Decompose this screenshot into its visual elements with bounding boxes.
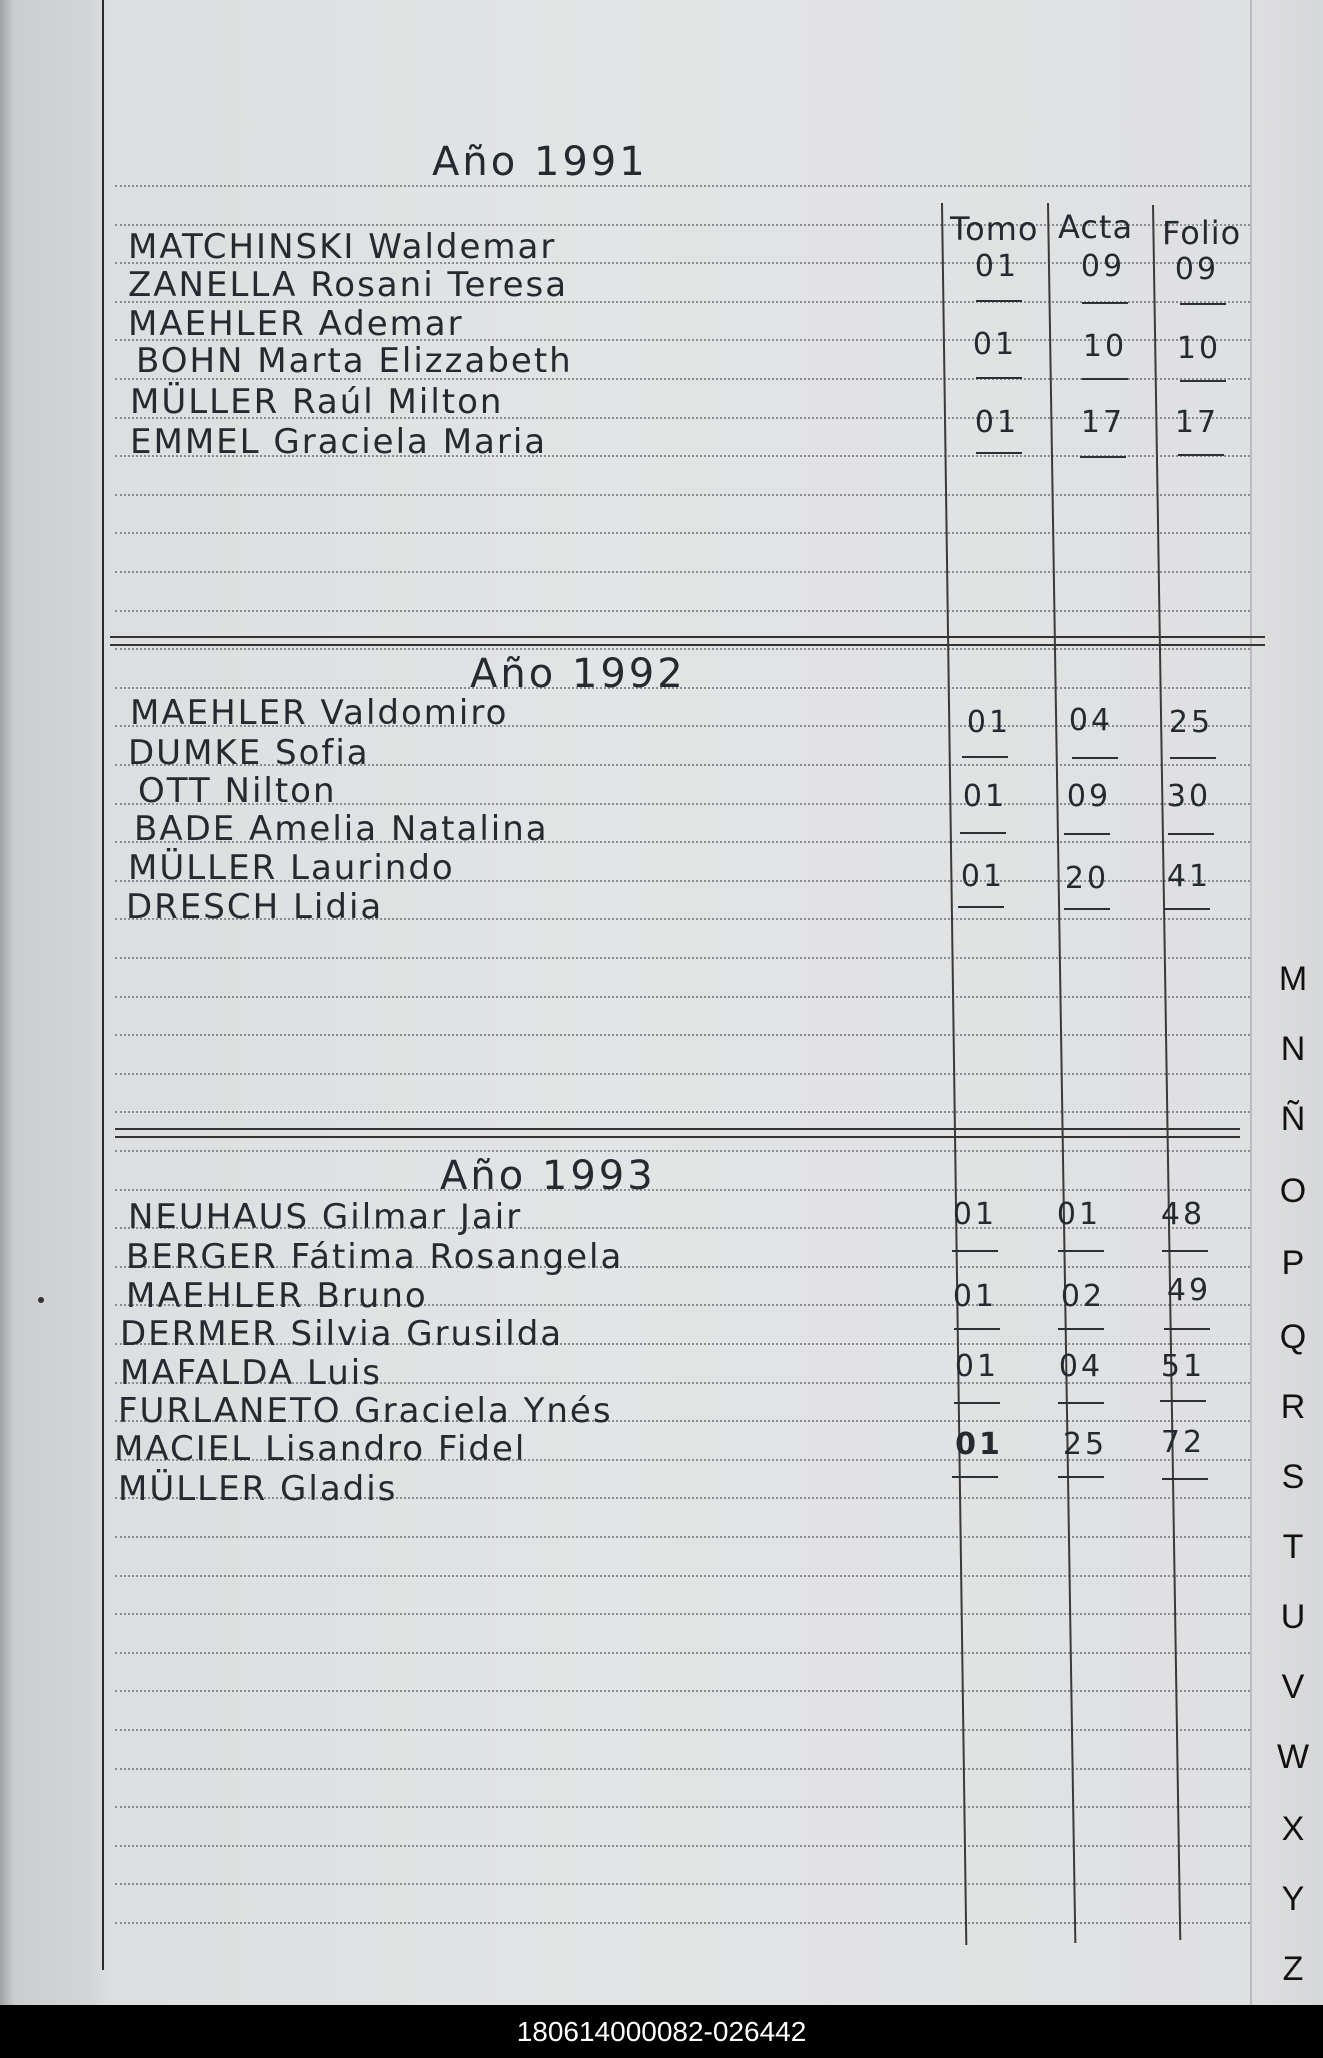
record-name: FURLANETO Graciela Ynés [118, 1391, 613, 1431]
acta-value: 02 [1060, 1279, 1106, 1314]
ruled-line [115, 1111, 1250, 1113]
tomo-value: 01 [974, 249, 1020, 284]
ruled-line [115, 1652, 1250, 1654]
ink-spot [38, 1297, 44, 1303]
ditto-dash [962, 756, 1008, 758]
folio-value: 72 [1160, 1425, 1206, 1460]
folio-value: 09 [1174, 252, 1220, 287]
tomo-value: 01 [952, 1279, 998, 1314]
index-tab[interactable]: V [1281, 1668, 1305, 1706]
ditto-dash [976, 300, 1022, 302]
folio-value: 41 [1166, 859, 1212, 894]
ditto-dash [954, 1402, 1000, 1404]
ruled-line [115, 610, 1250, 612]
ditto-dash [976, 377, 1022, 379]
ditto-dash [952, 1476, 998, 1478]
index-tab[interactable]: N [1280, 1030, 1306, 1068]
ditto-dash [1082, 378, 1128, 380]
ditto-dash [1180, 380, 1226, 382]
record-name: MATCHINSKI Waldemar [128, 227, 557, 267]
ditto-dash [1164, 1328, 1210, 1330]
binding-shadow [0, 0, 14, 2005]
record-name: DRESCH Lidia [126, 887, 384, 927]
ditto-dash [1064, 833, 1110, 835]
section-title-1993: Año 1993 [440, 1153, 656, 1199]
index-tab[interactable]: Q [1279, 1318, 1307, 1356]
index-tab[interactable]: M [1278, 960, 1308, 998]
ditto-dash [952, 1250, 998, 1252]
ruled-line [115, 957, 1250, 959]
ditto-dash [1168, 833, 1214, 835]
index-tab[interactable]: R [1280, 1388, 1306, 1426]
ditto-dash [1164, 908, 1210, 910]
folio-value: 51 [1160, 1349, 1206, 1384]
ruled-line [115, 1575, 1250, 1577]
acta-value: 04 [1058, 1349, 1104, 1384]
ditto-dash [1058, 1476, 1104, 1478]
section-title-1992: Año 1992 [470, 651, 686, 697]
ditto-dash [1072, 757, 1118, 759]
acta-value: 04 [1068, 703, 1114, 738]
folio-value: 49 [1166, 1273, 1212, 1308]
record-name: MÜLLER Laurindo [128, 848, 455, 888]
ditto-dash [1064, 908, 1110, 910]
index-tab[interactable]: Z [1282, 1950, 1304, 1988]
ditto-dash [1080, 456, 1126, 458]
record-name: OTT Nilton [138, 771, 337, 811]
folio-value: 17 [1174, 405, 1220, 440]
ruled-line [115, 1690, 1250, 1692]
ruled-line [115, 185, 1250, 187]
ditto-dash [1058, 1328, 1104, 1330]
acta-value: 20 [1064, 861, 1110, 896]
acta-value: 25 [1062, 1427, 1108, 1462]
index-tab[interactable]: X [1281, 1810, 1305, 1848]
record-name: ZANELLA Rosani Teresa [128, 265, 569, 305]
ruled-line [115, 1806, 1250, 1808]
ruled-line [115, 1613, 1250, 1615]
index-tab[interactable]: O [1279, 1172, 1307, 1210]
section-separator [115, 1128, 1240, 1138]
ruled-line [115, 1729, 1250, 1731]
index-tab[interactable]: W [1276, 1738, 1310, 1776]
record-name: DERMER Silvia Grusilda [120, 1314, 564, 1354]
ditto-dash [1162, 1478, 1208, 1480]
record-name: DUMKE Sofia [128, 733, 370, 773]
acta-value: 17 [1080, 405, 1126, 440]
ditto-dash [1178, 454, 1224, 456]
section-separator [110, 636, 1265, 646]
acta-value: 09 [1066, 779, 1112, 814]
ditto-dash [954, 1328, 1000, 1330]
column-header-tomo: Tomo [950, 210, 1039, 248]
record-name: BERGER Fátima Rosangela [126, 1237, 624, 1277]
ditto-dash [960, 832, 1006, 834]
record-name: MÜLLER Raúl Milton [130, 382, 504, 422]
acta-value: 09 [1080, 249, 1126, 284]
record-name: MACIEL Lisandro Fidel [114, 1429, 527, 1469]
scan-identifier: 180614000082-026442 [516, 2016, 807, 2047]
ruled-line [115, 1034, 1250, 1036]
record-name: EMMEL Graciela Maria [130, 422, 548, 462]
ruled-line [115, 494, 1250, 496]
column-header-folio: Folio [1162, 214, 1242, 252]
ruled-line [115, 648, 1250, 650]
tomo-value: 01 [955, 1427, 1003, 1462]
index-tab[interactable]: U [1280, 1598, 1306, 1636]
column-header-acta: Acta [1058, 208, 1134, 246]
record-name: MAEHLER Valdomiro [130, 693, 509, 733]
record-name: MAFALDA Luis [120, 1353, 382, 1393]
record-name: BOHN Marta Elizzabeth [136, 341, 573, 381]
paper-edge [1250, 0, 1252, 2005]
index-tab[interactable]: Ñ [1280, 1100, 1306, 1138]
tomo-value: 01 [954, 1349, 1000, 1384]
section-title-1991: Año 1991 [432, 139, 648, 185]
index-tab[interactable]: P [1281, 1244, 1305, 1282]
ruled-line [115, 996, 1250, 998]
ditto-dash [1180, 303, 1226, 305]
ditto-dash [1170, 757, 1216, 759]
ruled-line [115, 1768, 1250, 1770]
ruled-line [115, 1073, 1250, 1075]
folio-value: 10 [1176, 331, 1222, 366]
ditto-dash [1160, 1400, 1206, 1402]
ruled-line [115, 532, 1250, 534]
index-tab[interactable]: S [1281, 1458, 1305, 1496]
record-name: MAEHLER Bruno [126, 1276, 428, 1316]
tomo-value: 01 [962, 779, 1008, 814]
ruled-line [115, 1922, 1250, 1924]
ditto-dash [976, 452, 1022, 454]
ditto-dash [1082, 302, 1128, 304]
ruled-line [115, 1883, 1250, 1885]
ditto-dash [1162, 1250, 1208, 1252]
ruled-line [115, 1150, 1250, 1152]
acta-value: 10 [1082, 329, 1128, 364]
ruled-line [115, 1845, 1250, 1847]
tomo-value: 01 [972, 327, 1018, 362]
acta-value: 01 [1056, 1197, 1102, 1232]
tomo-value: 01 [966, 705, 1012, 740]
record-name: BADE Amelia Natalina [134, 809, 549, 849]
ruled-line [115, 1536, 1250, 1538]
index-tab[interactable]: T [1282, 1528, 1304, 1566]
tomo-value: 01 [952, 1197, 998, 1232]
folio-value: 25 [1168, 705, 1214, 740]
ditto-dash [1058, 1250, 1104, 1252]
ruled-line [115, 571, 1250, 573]
tomo-value: 01 [974, 405, 1020, 440]
ditto-dash [1058, 1402, 1104, 1404]
record-name: NEUHAUS Gilmar Jair [128, 1197, 523, 1237]
margin-line [102, 0, 104, 1970]
record-name: MÜLLER Gladis [118, 1469, 398, 1509]
record-name: MAEHLER Ademar [128, 304, 464, 344]
folio-value: 48 [1160, 1197, 1206, 1232]
ditto-dash [958, 906, 1004, 908]
index-tab[interactable]: Y [1281, 1880, 1305, 1918]
ruled-line [115, 1189, 1250, 1191]
tomo-value: 01 [960, 859, 1006, 894]
folio-value: 30 [1166, 779, 1212, 814]
